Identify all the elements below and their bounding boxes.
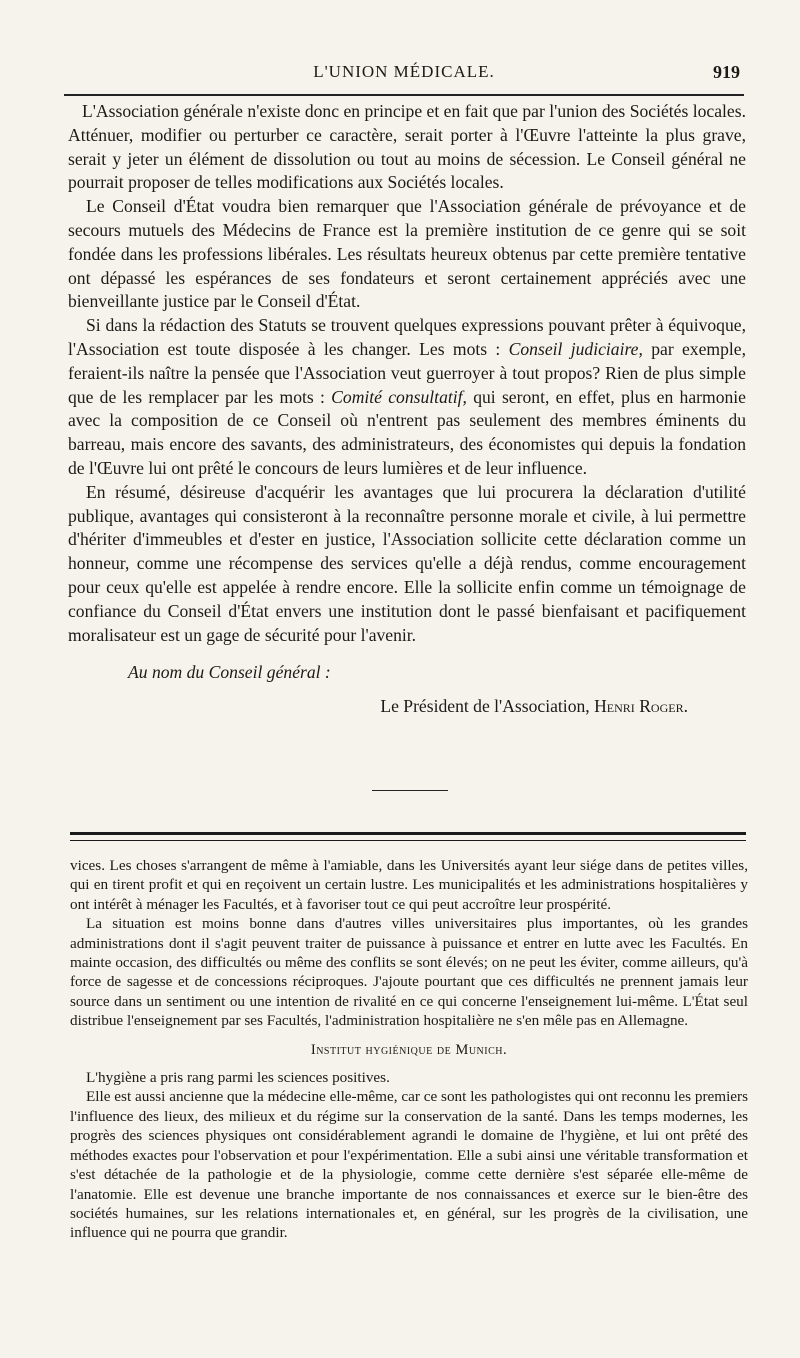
page-number: 919	[713, 62, 740, 82]
header-rule	[64, 94, 744, 96]
signature-intro: Au nom du Conseil général :	[128, 662, 331, 683]
signature-name: Henri Roger.	[594, 696, 688, 717]
running-title: L'UNION MÉDICALE.	[313, 62, 495, 81]
main-article-continuation	[68, 100, 746, 719]
signature	[68, 695, 688, 719]
italic-term: Comité consultatif,	[331, 386, 467, 407]
feuilleton-separator-bottom	[70, 840, 746, 841]
paragraph: La situation est moins bonne dans d'autres villes universitaires plus importantes, où les grandes administrations dont il s'agit peuvent traiter de puissance à puissance et entrer en lutte avec les Facultés. En mainte occasion, des difficultés ou même des conflits se sont élevés; on ne peut les éviter, comme ailleurs, qu'à force de sagesse et de concessions réciproques. J'ajoute pourtant que ces difficultés ne prennent jamais leur source dans un sentiment ou une intention de rivalité en ce qui concerne l'enseignement lui-même. L'État seul distribue l'enseignement par ses Facultés, l'administration hospitalière ne s'en mêle pas en Allemagne.	[70, 915, 748, 1030]
page-header	[64, 62, 744, 90]
paragraph	[68, 314, 746, 481]
section-heading: Institut hygiénique de Munich.	[310, 1041, 508, 1058]
paragraph: Le Conseil d'État voudra bien remarquer que l'Association générale de prévoyance et de secours mutuels des Médecins de France est la première institution de ce genre qui se soit fondée dans les professions libérales. Les résultats heureux obtenus par cette première tentative ont dépassé les espérances de ses fondateurs et seront certainement appréciés avec une bienveillante justice par le Conseil d'État.	[68, 196, 746, 312]
text-run: Si dans la rédaction des Statuts se trouvent quelques expressions pouvant prêter à équivoque, l'Association est toute disposée à les changer. Les mots :	[68, 315, 746, 359]
text-run: par exemple, feraient-ils naître la pensée que l'Association veut guerroyer à tout propos? Rien de plus simple que de les remplacer par les mots :	[68, 338, 746, 407]
paragraph: Elle est aussi ancienne que la médecine elle-même, car ce sont les pathologistes qui ont reconnu les premiers l'influence des lieux, des milieux et du régime sur la conservation de la santé. Dans les temps modernes, les progrès des sciences physiques ont considérablement agrandi le domaine de l'hygiène, et lui ont prêté des méthodes exactes pour l'observation et pour l'expérimentation. Elle a subi ainsi une véritable transformation et s'est détachée de la pathologie et de la physiologie, comme cette dernière s'est séparée elle-même de l'anatomie. Elle est devenue une branche importante de nos connaissances et exerce sur le bien-être des sociétés humaines, sur les relations internationales et, en général, sur les progrès de la civilisation, une influence qui ne pourra que grandir.	[70, 1088, 748, 1242]
signature-title: Le Président de l'Association,	[380, 696, 595, 717]
paragraph: En résumé, désireuse d'acquérir les avantages que lui procurera la déclaration d'utilité publique, avantages qui consisteront à la reconnaître personne morale et civile, à lui permettre d'hériter d'immeubles et d'ester en justice, l'Association sollicite cette déclaration comme un honneur, comme une récompense des services qu'elle a déjà rendus, comme encouragement pour ceux qu'elle est appelée à rendre encore. Elle la sollicite enfin comme un témoignage de confiance du Conseil d'État envers une institution dont le passé bienfaisant et pacifiquement moralisateur est un gage de sécurité pour l'avenir.	[68, 481, 746, 645]
paragraph: L'Association générale n'existe donc en principe et en fait que par l'union des Sociétés locales. Atténuer, modifier ou perturber ce caractère, serait porter à l'Œuvre l'atteinte la plus grave, serait y jeter un élément de dissolution ou tout au moins de sécession. Le Conseil général ne pourrait proposer de telles modifications aux Sociétés locales.	[68, 101, 746, 193]
italic-term: Conseil judiciaire,	[508, 338, 643, 359]
feuilleton-section	[70, 856, 748, 1243]
text-run: qui seront, en effet, plus en harmonie avec la composition de ce Conseil où n'entrent pas seulement des membres éminents du barreau, mais encore des savants, des administrateurs, des économistes qui depuis la fondation de l'Œuvre lui ont prêté le concours de leurs lumières et de leur influence.	[68, 386, 746, 478]
feuilleton-separator-top	[70, 832, 746, 835]
end-of-article-rule	[372, 790, 448, 791]
paragraph: vices. Les choses s'arrangent de même à l'amiable, dans les Universités ayant leur siége dans de petites villes, qui en tirent profit et qui en reçoivent un certain lustre. Les municipalités et les administrations hospitalières y ont intérêt à ménager les Facultés, et à favoriser tout ce qui peut accroître leur prospérité.	[70, 857, 748, 913]
paragraph: L'hygiène a pris rang parmi les sciences positives.	[86, 1069, 390, 1087]
